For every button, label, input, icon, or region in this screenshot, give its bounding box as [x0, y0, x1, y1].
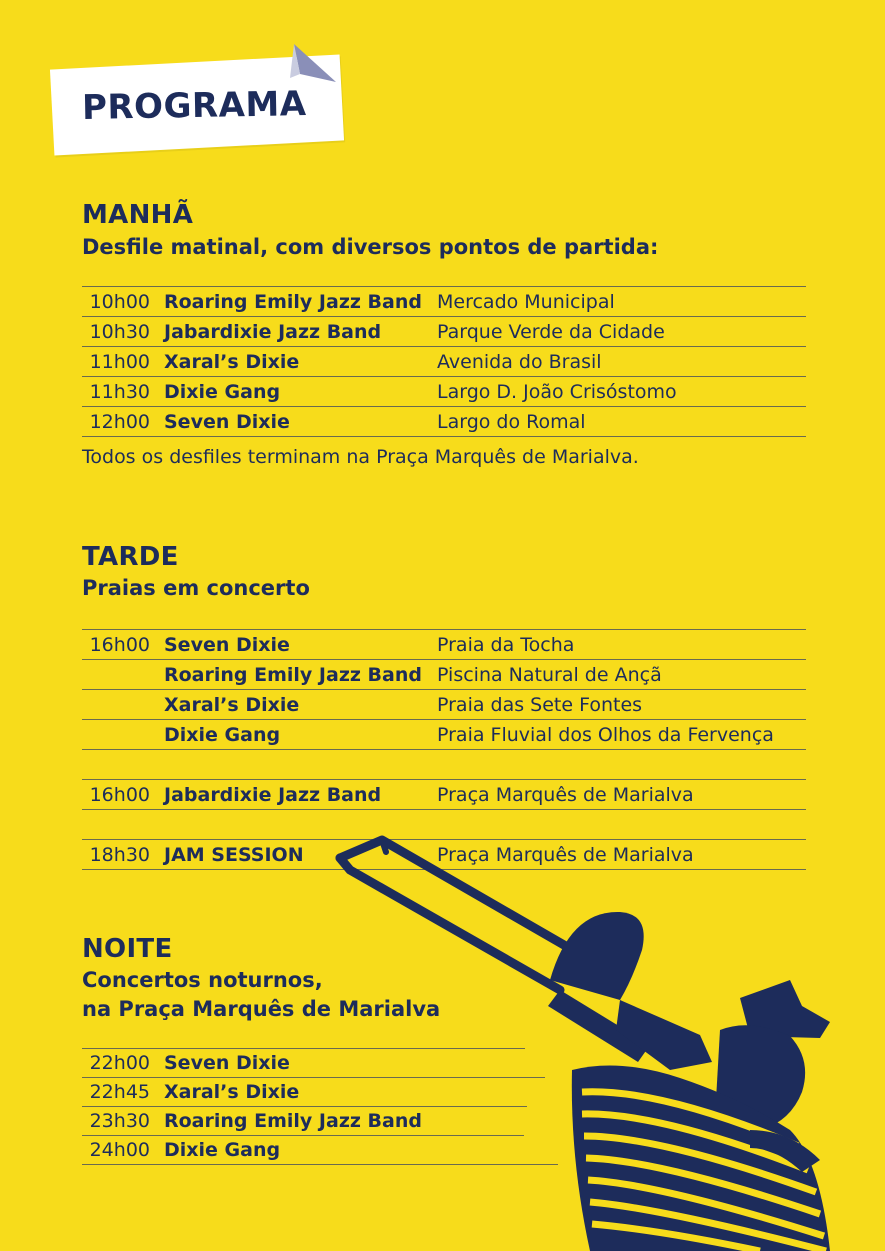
- band-cell: Xaral’s Dixie: [164, 1081, 300, 1103]
- night-schedule-table: [82, 1048, 562, 1164]
- row-divider: [82, 1164, 558, 1165]
- time-cell: 22h45: [89, 1081, 150, 1103]
- afternoon-title: TARDE: [82, 542, 179, 572]
- table-row: [82, 346, 806, 376]
- time-cell: 18h30: [89, 844, 150, 866]
- place-cell: Avenida do Brasil: [437, 351, 602, 373]
- morning-title: MANHÃ: [82, 200, 194, 230]
- afternoon-subtitle: Praias em concerto: [82, 576, 310, 600]
- band-cell: Roaring Emily Jazz Band: [164, 291, 422, 313]
- morning-schedule-table: [82, 286, 806, 437]
- place-cell: Praia da Tocha: [437, 634, 575, 656]
- table-row: [82, 689, 806, 719]
- place-cell: Praia das Sete Fontes: [437, 694, 643, 716]
- table-row: [82, 286, 806, 316]
- time-cell: 11h00: [89, 351, 150, 373]
- time-cell: 10h30: [89, 321, 150, 343]
- place-cell: Parque Verde da Cidade: [437, 321, 665, 343]
- night-title: NOITE: [82, 934, 173, 964]
- time-cell: 23h30: [89, 1110, 150, 1132]
- band-cell: Xaral’s Dixie: [164, 694, 300, 716]
- band-cell: Xaral’s Dixie: [164, 351, 300, 373]
- page-title: PROGRAMA: [81, 84, 307, 128]
- time-cell: 10h00: [89, 291, 150, 313]
- band-cell: Dixie Gang: [164, 724, 281, 746]
- table-row: [82, 1135, 562, 1164]
- table-row: [82, 779, 806, 809]
- place-cell: Praça Marquês de Marialva: [437, 784, 694, 806]
- band-cell: Dixie Gang: [164, 1139, 281, 1161]
- place-cell: Praça Marquês de Marialva: [437, 844, 694, 866]
- time-cell: 22h00: [89, 1052, 150, 1074]
- place-cell: Largo do Romal: [437, 411, 586, 433]
- time-cell: 16h00: [89, 784, 150, 806]
- table-row: [82, 376, 806, 406]
- place-cell: Mercado Municipal: [437, 291, 615, 313]
- time-cell: 16h00: [89, 634, 150, 656]
- table-row: [82, 1048, 562, 1077]
- place-cell: Largo D. João Crisóstomo: [437, 381, 677, 403]
- morning-subtitle: Desfile matinal, com diversos pontos de partida:: [82, 235, 659, 259]
- band-cell: JAM SESSION: [164, 844, 304, 866]
- band-cell: Jabardixie Jazz Band: [164, 784, 382, 806]
- time-cell: 11h30: [89, 381, 150, 403]
- trombone-player-icon: [320, 830, 880, 1251]
- time-cell: 12h00: [89, 411, 150, 433]
- table-row: [82, 406, 806, 437]
- time-cell: 24h00: [89, 1139, 150, 1161]
- night-subtitle-line1: Concertos noturnos,: [82, 968, 323, 992]
- table-row: [82, 659, 806, 689]
- band-cell: Seven Dixie: [164, 1052, 290, 1074]
- band-cell: Seven Dixie: [164, 411, 290, 433]
- table-row: [82, 1106, 562, 1135]
- band-cell: Roaring Emily Jazz Band: [164, 664, 422, 686]
- table-row: [82, 316, 806, 346]
- folded-corner-icon: [290, 44, 336, 86]
- morning-note: Todos os desfiles terminam na Praça Marquês de Marialva.: [82, 446, 639, 468]
- night-subtitle-line2: na Praça Marquês de Marialva: [82, 997, 441, 1021]
- band-cell: Seven Dixie: [164, 634, 290, 656]
- table-row: [82, 1077, 562, 1106]
- band-cell: Dixie Gang: [164, 381, 281, 403]
- band-cell: Roaring Emily Jazz Band: [164, 1110, 422, 1132]
- place-cell: Piscina Natural de Ançã: [437, 664, 662, 686]
- band-cell: Jabardixie Jazz Band: [164, 321, 382, 343]
- place-cell: Praia Fluvial dos Olhos da Fervença: [437, 724, 774, 746]
- table-row: [82, 629, 806, 659]
- table-row-spacer: [82, 749, 806, 779]
- table-row: [82, 719, 806, 749]
